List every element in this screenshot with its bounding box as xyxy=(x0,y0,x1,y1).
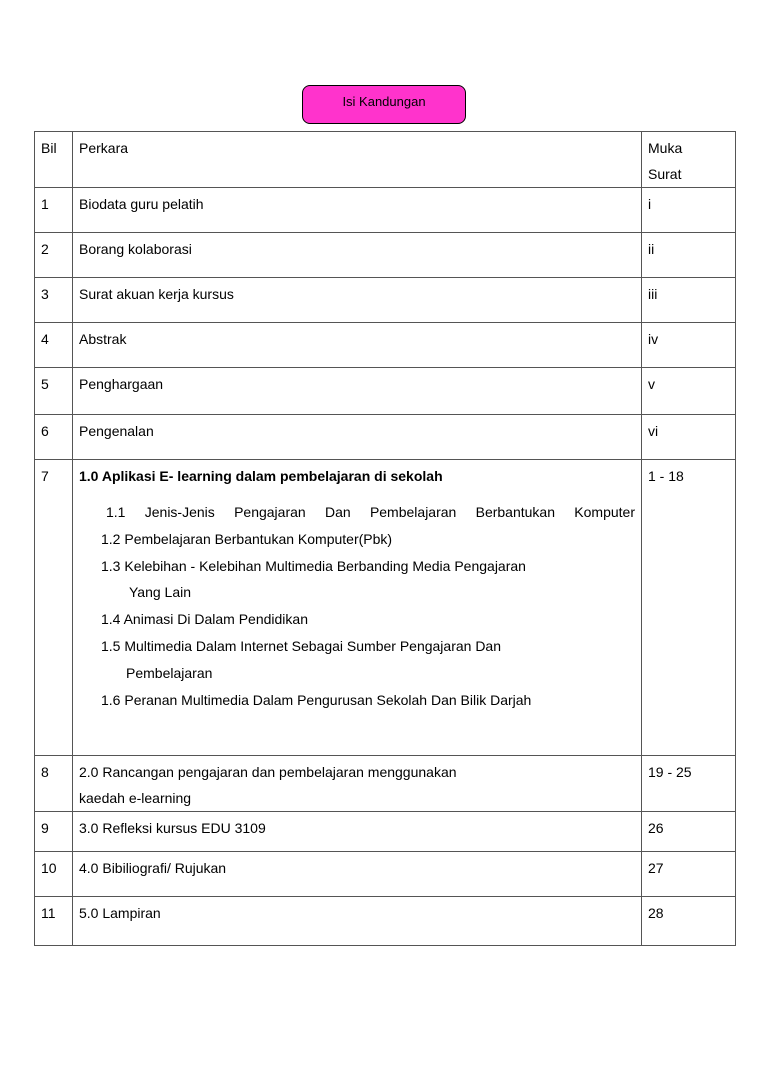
page-title: Isi Kandungan xyxy=(302,85,466,124)
table-row xyxy=(35,415,736,460)
section-heading: 1.0 Aplikasi E- learning dalam pembelajaran di sekolah xyxy=(79,468,443,484)
table-row xyxy=(35,460,736,756)
row-perkara-line: kaedah e-learning xyxy=(79,790,192,806)
row-bil: 9 xyxy=(35,812,73,852)
row-perkara: Penghargaan xyxy=(73,368,642,415)
subsection-item-continuation: Pembelajaran xyxy=(126,664,213,681)
subsection-item: 1.1 Jenis-Jenis Pengajaran Dan Pembelajaran Berbantukan Komputer xyxy=(106,504,635,520)
table-row xyxy=(35,897,736,946)
row-bil: 2 xyxy=(35,233,73,278)
subsection-item: 1.6 Peranan Multimedia Dalam Pengurusan Sekolah Dan Bilik Darjah xyxy=(101,691,532,708)
subsection-item: 1.5 Multimedia Dalam Internet Sebagai Sumber Pengajaran Dan xyxy=(101,637,502,654)
row-muka: ii xyxy=(642,233,736,278)
table-row xyxy=(35,812,736,852)
table-row xyxy=(35,278,736,323)
subsection-item-continuation: Yang Lain xyxy=(129,584,192,601)
row-perkara-line: 2.0 Rancangan pengajaran dan pembelajaran menggunakan xyxy=(79,764,457,780)
table-row xyxy=(35,323,736,368)
subsection-item: 1.2 Pembelajaran Berbantukan Komputer(Pbk) xyxy=(101,530,393,547)
subsection-list xyxy=(79,489,635,713)
row-perkara: Surat akuan kerja kursus xyxy=(73,278,642,323)
row-muka: iv xyxy=(642,323,736,368)
row-perkara: 4.0 Bibiliografi/ Rujukan xyxy=(73,852,642,897)
row-perkara: Borang kolaborasi xyxy=(73,233,642,278)
row-bil: 4 xyxy=(35,323,73,368)
header-surat: Surat xyxy=(648,166,682,182)
row-perkara: Pengenalan xyxy=(73,415,642,460)
row-bil: 1 xyxy=(35,188,73,233)
row-bil: 10 xyxy=(35,852,73,897)
table-row xyxy=(35,233,736,278)
row-perkara: Abstrak xyxy=(73,323,642,368)
row-perkara: 5.0 Lampiran xyxy=(73,897,642,946)
row-muka: iii xyxy=(642,278,736,323)
row-muka: 1 - 18 xyxy=(642,460,736,756)
table-row xyxy=(35,756,736,812)
row-bil: 5 xyxy=(35,368,73,415)
row-muka: 28 xyxy=(642,897,736,946)
row-bil: 6 xyxy=(35,415,73,460)
header-muka: Muka xyxy=(648,140,683,156)
row-muka: vi xyxy=(642,415,736,460)
table-row xyxy=(35,852,736,897)
header-muka-surat xyxy=(642,132,736,188)
row-bil: 7 xyxy=(35,460,73,756)
header-perkara: Perkara xyxy=(73,132,642,188)
row-perkara xyxy=(73,460,642,756)
row-muka: 27 xyxy=(642,852,736,897)
table-row xyxy=(35,188,736,233)
subsection-item: 1.3 Kelebihan - Kelebihan Multimedia Berbanding Media Pengajaran xyxy=(101,557,526,574)
row-muka: 26 xyxy=(642,812,736,852)
row-bil: 8 xyxy=(35,756,73,812)
table-row xyxy=(35,368,736,415)
row-bil: 11 xyxy=(35,897,73,946)
row-muka: 19 - 25 xyxy=(642,756,736,812)
table-header-row xyxy=(35,132,736,188)
row-perkara: 3.0 Refleksi kursus EDU 3109 xyxy=(73,812,642,852)
contents-table xyxy=(34,131,736,946)
subsection-item: 1.4 Animasi Di Dalam Pendidikan xyxy=(101,611,308,628)
row-muka: i xyxy=(642,188,736,233)
row-perkara: Biodata guru pelatih xyxy=(73,188,642,233)
row-perkara xyxy=(73,756,642,812)
row-muka: v xyxy=(642,368,736,415)
header-bil: Bil xyxy=(35,132,73,188)
row-bil: 3 xyxy=(35,278,73,323)
